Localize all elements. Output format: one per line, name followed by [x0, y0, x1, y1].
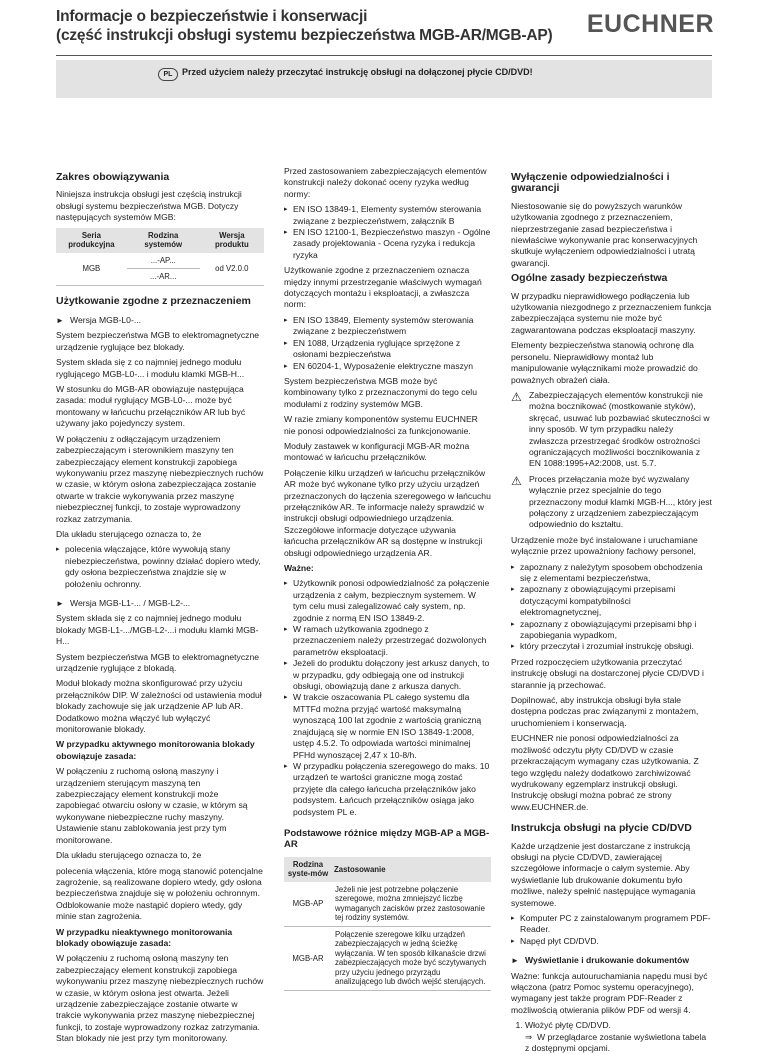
heading-differences: Podstawowe różnice między MGB-AP a MGB-AR — [284, 827, 490, 851]
list-item: ▸ zapoznany z obowiązującymi przepisami dotyczącymi kompatybilności elektromagnetycznej, — [511, 584, 712, 618]
warning-text: Zabezpieczających elementów konstrukcji nie można bocznikować (mostkowanie styków), skręcać, usuwać lub pozbawiać skuteczności w inny sposób. W tym przypadku należy zwłaszcza przestrzegać środków ostrożności ograniczających możliwości bocznikowania z EN 1088:1995+A2:2008, ust. 5.7. — [529, 389, 710, 469]
cd-notice-bar — [56, 60, 712, 98]
paragraph: polecenia włączenia, które mogą stanowić potencjalne zagrożenie, są realizowane dopiero wtedy, gdy osłona bezpieczeństwa znajduje się w położeniu ochronnym. Odblokowanie może nastąpić dopiero wtedy, gdy minie stan zagrożenia. — [56, 865, 263, 922]
subheading — [511, 955, 712, 966]
warning-icon: ⚠ — [511, 473, 522, 488]
list-item: ▸ W ramach użytkowania zgodnego z przeznaczeniem należy przestrzegać dozwolonych parametrów eksploatacji. — [284, 624, 491, 658]
column-3 — [511, 172, 712, 1054]
bullet-list — [284, 204, 491, 261]
arrow-icon: ► — [56, 598, 64, 608]
paragraph: Dla układu sterującego oznacza to, że — [56, 528, 202, 539]
table-cell: Połączenie szeregowe kilku urządzeń zabezpieczających w jedną ścieżkę wyłączania. W ten sposób kilkanaście drzwi zabezpieczających może być sczytywanych przy użyciu jednego przyrządu analizującego lub dwóch wejść sterujących. — [332, 926, 491, 990]
header-rule — [56, 55, 712, 56]
cd-notice-text: Przed użyciem należy przeczytać instrukcję obsługi na dołączonej płycie CD/DVD! — [182, 67, 533, 77]
table-header: Rodzina systemów — [127, 228, 200, 253]
table-cell: MGB — [56, 253, 127, 286]
paragraph: EUCHNER nie ponosi odpowiedzialności za możliwość odczytu płyty CD/DVD w czasie przekraczającym wymagany czas użytkowania. Z tego względu należy dodatkowo zarchiwizować wydrukowany egzemplarz instrukcji obsługi. Instrukcję obsługi można pobrać ze strony www.EUCHNER.de. — [511, 733, 699, 812]
list-item: ▸ EN ISO 13849, Elementy systemów sterowania związane z bezpieczeństwem — [284, 315, 491, 338]
bullet-list — [511, 913, 712, 947]
paragraph: Ważne: funkcja autouruchamiania napędu musi być włączona (patrz Pomoc systemu operacyjnego), wymagany jest także program PDF-Reader z możliwością otwierania plików PDF od wersji 4. — [511, 970, 708, 1015]
differences-table — [284, 857, 491, 991]
language-badge: PL — [158, 68, 178, 81]
table-cell: MGB-AR — [284, 926, 332, 990]
result-arrow-icon: ⇒ — [525, 1031, 533, 1042]
table-cell: od V2.0.0 — [200, 253, 264, 286]
list-item: ▸ Użytkownik ponosi odpowiedzialność za połączenie urządzenia z całym, bezpiecznym systemem. W tym celu musi zalegalizować cały system, np. zgodnie z normą EN ISO 13849-2. — [284, 578, 491, 624]
list-item: ▸ W trakcie oszacowania PL całego systemu dla MTTFd można przyjąć wartość maksymalną wynoszącą 100 lat zgodnie z wartością graniczną znajdującą się w normie EN ISO 13849-1:2008, ustęp 4.5.2. To odpowiada wartości minimalnej PFHd wynoszącej 2,47 x 10-8/h. — [284, 692, 491, 760]
list-item: ▸ zapoznany z obowiązującymi przepisami bhp i zapobiegania wypadkom, — [511, 619, 712, 642]
table-cell: ...-AR... — [127, 269, 200, 286]
version-label: Wersja MGB-L0-... — [70, 315, 141, 326]
heading-liability: Wyłączenie odpowiedzialności i gwarancji — [511, 171, 670, 195]
paragraph: W połączeniu z ruchomą osłoną maszyny i urządzeniem sterującym maszyną ten zabezpieczający element konstrukcji może zapobiegać otwarciu osłony w czasie, w którym są wykonywane niebezpieczne ruchy maszyny. Ustawienie stanu zablokowania jest przy tym monitorowane. — [56, 766, 248, 845]
paragraph: Niniejsza instrukcja obsługi jest częścią instrukcji obsługi systemu bezpieczeństwa MGB. Dotyczy następujących systemów MGB: — [56, 189, 242, 223]
important-label: Ważne: — [284, 563, 314, 573]
paragraph: Każde urządzenie jest dostarczane z instrukcją obsługi na płycie CD/DVD, zawierającej szczegółowe informacje o całym systemie. Aby wyświetlanie lub drukowanie dokumentu było możliwe, należy spełnić następujące wymagania systemowe. — [511, 840, 696, 908]
paragraph: Połączenie kilku urządzeń w łańcuchu przełączników AR może być wykonane tylko przy użyciu urządzeń przeznaczonych do łączenia szeregowego w łańcuchu przełączników AR. Te informacje należy sprawdzić w instrukcji obsługi odpowiedniego urządzenia. Szczegółowe informacje dotyczące używania łańcucha przełączników AR są dostępne w instrukcji obsługi odpowiedniego urządzenia AR. — [284, 467, 491, 558]
list-item: ▸ EN ISO 13849-1, Elementy systemów sterowania związane z bezpieczeństwem, załącznik B — [284, 204, 491, 227]
bold-heading: W przypadku aktywnego monitorowania blokady obowiązuje zasada: — [56, 739, 255, 761]
paragraph: Przed rozpoczęciem użytkowania przeczytać instrukcję obsługi na dostarczonej płycie CD/DVD i starannie ją przechować. — [511, 656, 704, 690]
table-header: Rodzina syste-mów — [284, 857, 332, 882]
page-title: Informacje o bezpieczeństwie i konserwacji — [56, 8, 368, 25]
list-item: ▸ Jeżeli do produktu dołączony jest arkusz danych, to w przypadku, gdy odbiegają one od instrukcji obsługi, obowiązują dane z arkusza danych. — [284, 658, 491, 692]
paragraph: Urządzenie może być instalowane i uruchamiane wyłącznie przez upoważniony fachowy personel, — [511, 534, 698, 557]
numbered-list — [511, 1020, 712, 1054]
table-header: Zastosowanie — [332, 857, 491, 882]
list-item: ▸ W przypadku połączenia szeregowego do maks. 10 urządzeń te wartości graniczne mogą zostać przyjęte dla całego łańcucha przełączników jako podsystem. Łańcuch przełączników osiąga jako podsystem PL e. — [284, 761, 491, 818]
systems-table — [56, 228, 264, 286]
step-text: Włożyć płytę CD/DVD. — [525, 1020, 611, 1031]
list-item: ▸ polecenia włączające, które wywołują stany niebezpieczeństwa, powinny działać dopiero wtedy, gdy osłona bezpieczeństwa znajdzie się w położeniu ochronny. — [56, 544, 264, 590]
paragraph: Niestosowanie się do powyższych warunków użytkowania zgodnego z przeznaczeniem, nieprzestrzeganie zasad bezpieczeństwa i niewłaściwe wykonywanie prac konserwacyjnych skutkuje wyłączeniem odpowiedzialności i utratą gwarancji. — [511, 200, 698, 268]
list-item — [525, 1020, 712, 1054]
paragraph: W połączeniu z odłączającym urządzeniem zabezpieczającym i sterownikiem maszyny ten zabezpieczający element konstrukcji zapobiega wykonywaniu przez maszynę niebezpiecznych ruchów w czasie, w którym osłona zabezpieczająca zostanie otwarte w trakcie wykonywania przez maszynę niebezpiecznej funkcji, to zostaje wyprowadzony rozkaz zatrzymania. — [56, 433, 264, 524]
page-subtitle: (część instrukcji obsługi systemu bezpieczeństwa MGB-AR/MGB-AP) — [56, 27, 553, 44]
list-item: ▸ EN ISO 12100-1, Bezpieczeństwo maszyn - Ogólne zasady projektowania - Ocena ryzyka i redukcja ryzyka — [284, 227, 491, 261]
paragraph: W stosunku do MGB-AR obowiązuje następująca zasada: moduł ryglujący MGB-L0-... może być montowany w łańcuchu przełączników AR lub być używany jako pojedynczy system. — [56, 384, 246, 429]
bullet-list — [284, 315, 491, 372]
column-2 — [284, 166, 491, 1001]
bullet-list — [511, 562, 712, 653]
euchner-logo: EUCHNER — [586, 10, 714, 38]
paragraph: W przypadku nieprawidłowego podłączenia lub użytkowania niezgodnego z przeznaczeniem funkcja zabezpieczająca systemu nie może być zagwarantowana podczas eksploatacji maszyny. — [511, 290, 712, 335]
table-cell: MGB-AP — [284, 882, 332, 927]
page-header — [0, 0, 768, 56]
paragraph: W razie zmiany komponentów systemu EUCHNER nie ponosi odpowiedzialności za funkcjonowanie. — [284, 414, 478, 436]
paragraph: Przed zastosowaniem zabezpieczających elementów konstrukcji należy dokonać oceny ryzyka według normy: — [284, 166, 487, 199]
heading-cd-manual: Instrukcja obsługi na płycie CD/DVD — [511, 822, 692, 835]
arrow-icon: ► — [511, 956, 519, 966]
bullet-list — [284, 578, 491, 818]
paragraph: Moduły zastawek w konfiguracji MGB-AR można montować w łańcuchu przełączników. — [284, 440, 470, 463]
paragraph: System bezpieczeństwa MGB to elektromagnetyczne urządzenie ryglujące bez blokady. — [56, 330, 259, 352]
subheading-label: Wyświetlanie i drukowanie dokumentów — [525, 955, 690, 966]
warning-note — [511, 474, 712, 531]
paragraph: Elementy bezpieczeństwa stanowią ochronę dla personelu. Nieprawidłowy montaż lub manipulowanie wyłącznikami może prowadzić do poważnych obrażeń ciała. — [511, 340, 698, 385]
heading-safety: Ogólne zasady bezpieczeństwa — [511, 272, 668, 285]
version-heading — [56, 315, 264, 326]
paragraph: Użytkowanie zgodne z przeznaczeniem oznacza między innymi przestrzeganie właściwych wymagań dotyczących montażu i eksploatacji, a zwłaszcza norm: — [284, 265, 482, 310]
heading-scope: Zakres obowiązywania — [56, 171, 170, 183]
table-header: Seria produkcyjna — [56, 228, 127, 253]
bold-heading: W przypadku nieaktywnego monitorowania blokady obowiązuje zasada: — [56, 926, 233, 948]
column-1 — [56, 172, 264, 1049]
list-item: ▸ zapoznany z należytym sposobem obchodzenia się z elementami bezpieczeństwa, — [511, 562, 712, 585]
arrow-icon: ► — [56, 316, 64, 326]
bullet-list — [56, 544, 264, 590]
paragraph: System składa się z co najmniej jednego modułu ryglującego MGB-L0-... i modułu klamki MGB-H... — [56, 357, 245, 379]
paragraph: System bezpieczeństwa MGB może być kombinowany tylko z przeznaczonymi do tego celu modułami z rodziny systemów MGB. — [284, 375, 477, 409]
paragraph: System składa się z co najmniej jednego modułu blokady MGB-L1-.../MGB-L2-...i modułu klamki MGB-H... — [56, 613, 259, 647]
paragraph: W połączeniu z ruchomą osłoną maszyny ten zabezpieczający element konstrukcji zapobiega wykonywaniu przez maszynę niebezpiecznych ruchów w czasie, w którym osłona jest otwarta. Jeżeli urządzenie zabezpieczające zostanie otwarte w trakcie wykonywania przez maszynę niebezpiecznej funkcji, to zostaje wyprowadzony rozkaz zatrzymania. Stan blokady nie jest przy tym monitorowany. — [56, 953, 264, 1044]
list-item: ▸ Komputer PC z zainstalowanym programem PDF-Reader. — [511, 913, 712, 936]
version-label: Wersja MGB-L1-... / MGB-L2-... — [70, 597, 191, 608]
step-result: W przeglądarce zostanie wyświetlona tabela z dostępnymi opcjami. — [525, 1031, 707, 1054]
table-cell: Jeżeli nie jest potrzebne połączenie szeregowe, można zmniejszyć liczbę wymaganych zacisków przez zastosowanie tej rodziny systemów. — [332, 882, 491, 927]
list-item: ▸ Napęd płyt CD/DVD. — [511, 936, 712, 947]
paragraph: System bezpieczeństwa MGB to elektromagnetyczne urządzenie ryglujące z blokadą. — [56, 651, 259, 673]
list-item: ▸ który przeczytał i zrozumiał instrukcję obsługi. — [511, 641, 712, 652]
warning-note — [511, 390, 712, 470]
version-heading — [56, 598, 264, 609]
warning-icon: ⚠ — [511, 389, 522, 404]
paragraph: Moduł blokady można skonfigurować przy użyciu przełączników DIP. W zależności od ustawienia moduł blokady zachowuje się jak urządzenie AP lub AR. Dodatkowo można włączyć lub wyłączyć monitorowanie blokady. — [56, 678, 262, 735]
table-header: Wersja produktu — [200, 228, 264, 253]
table-cell: ...-AP... — [127, 253, 200, 269]
warning-text: Proces przełączania może być wyzwalany wyłącznie przez specjalnie do tego przeznaczony moduł klamki MGB-H..., który jest połączony z urządzeniem zabezpieczającym odpowiednio do kształtu. — [529, 473, 712, 530]
list-item: ▸ EN 1088, Urządzenia ryglujące sprzężone z osłonami bezpieczeństwa — [284, 338, 491, 361]
paragraph: Dla układu sterującego oznacza to, że — [56, 850, 202, 861]
list-item: ▸ EN 60204-1, Wyposażenie elektryczne maszyn — [284, 361, 491, 372]
heading-intended-use: Użytkowanie zgodne z przeznaczeniem — [56, 294, 251, 307]
paragraph: Dopilnować, aby instrukcja obsługi była stale dostępna podczas prac związanymi z montażem, uruchomieniem i konserwacją. — [511, 695, 699, 728]
